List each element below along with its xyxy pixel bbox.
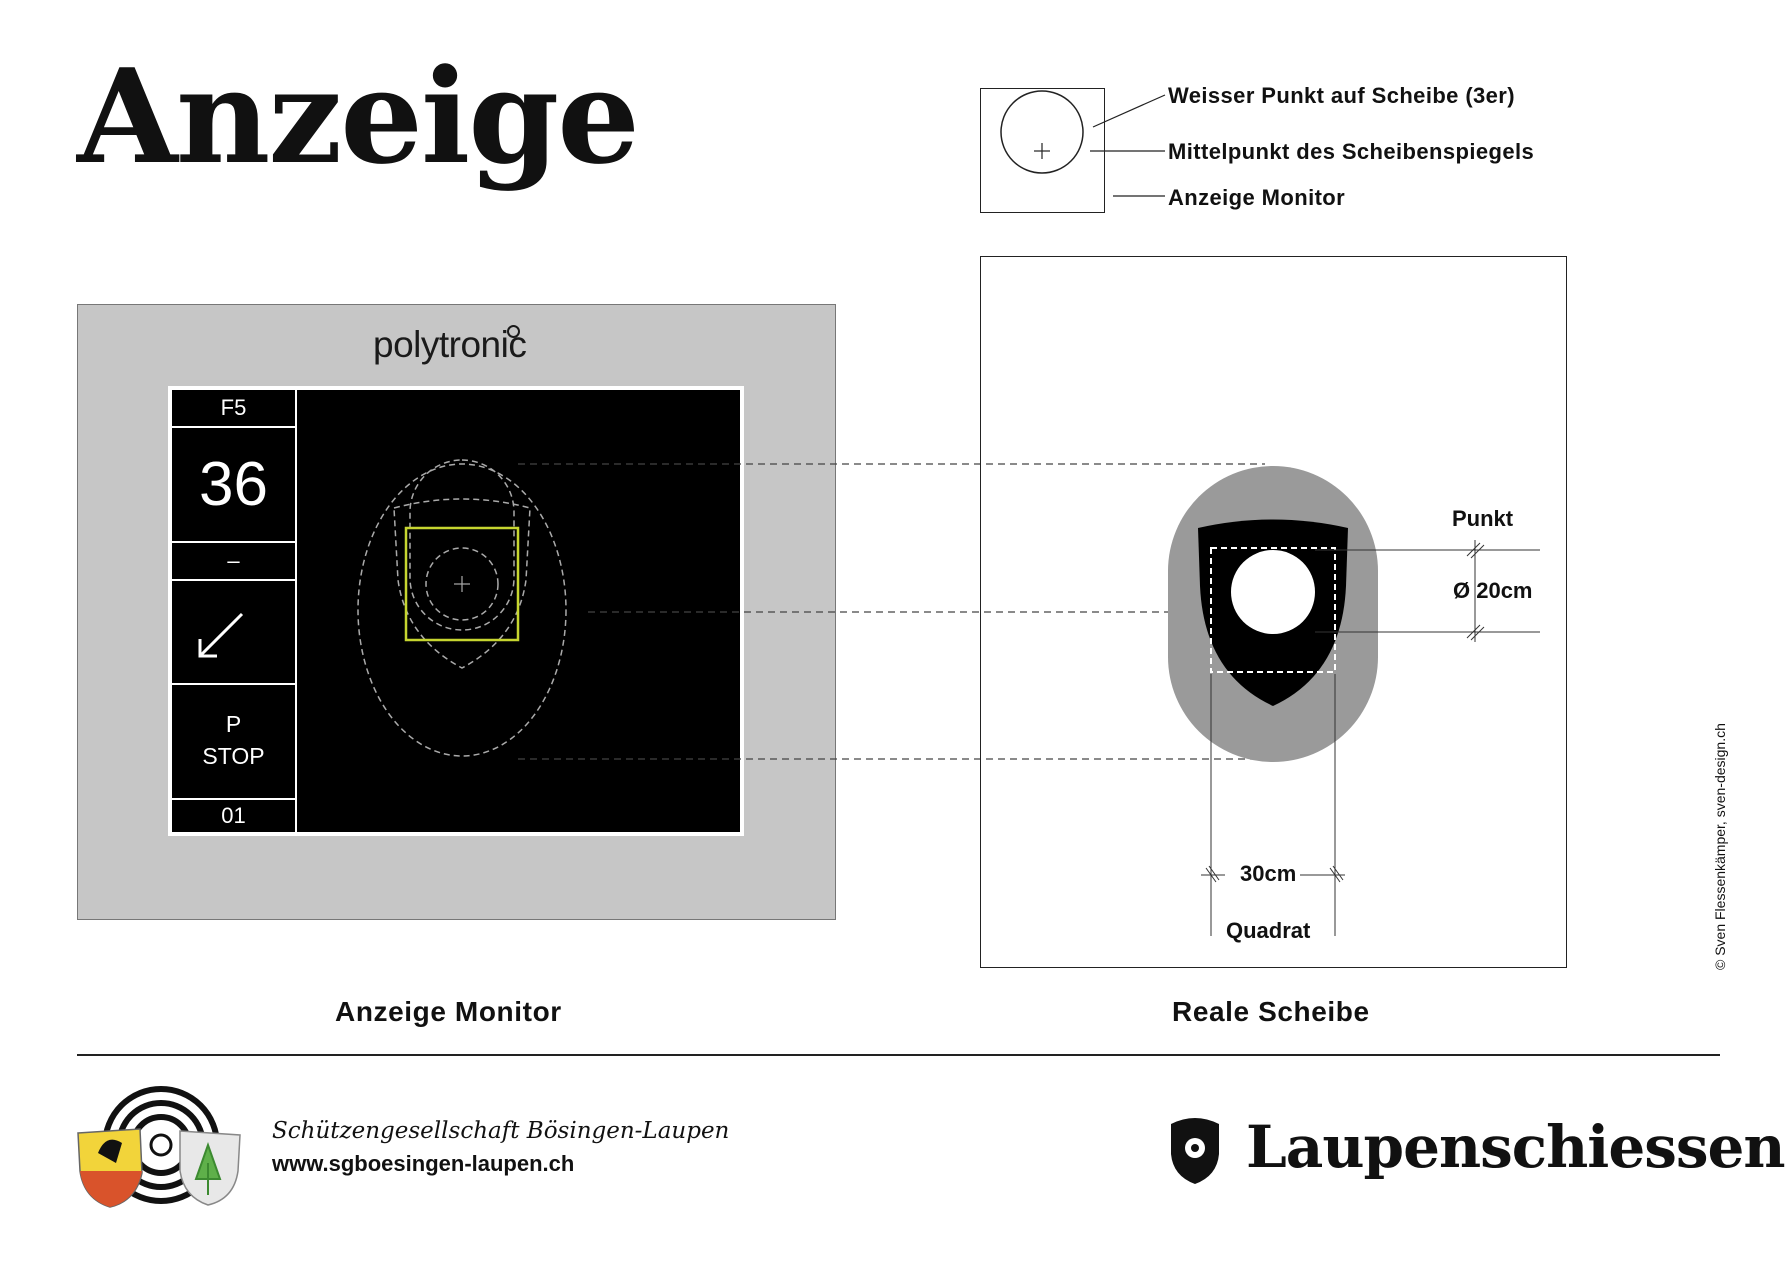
copyright-note: © Sven Flessenkämper, sven-design.ch	[1712, 723, 1728, 970]
diameter-label: Ø 20cm	[1453, 578, 1533, 603]
panel-dash: –	[172, 543, 295, 581]
panel-mode-p: P	[225, 711, 242, 737]
page-title: Anzeige	[77, 40, 638, 193]
legend-item-monitor: Anzeige Monitor	[1168, 185, 1346, 210]
club-url[interactable]: www.sgboesingen-laupen.ch	[272, 1151, 575, 1176]
panel-counter: 01	[221, 803, 246, 828]
monitor-caption: Anzeige Monitor	[335, 996, 562, 1027]
legend-item-white-point: Weisser Punkt auf Scheibe (3er)	[1168, 83, 1515, 108]
panel-mode-stop: STOP	[202, 743, 265, 769]
legend-item-center-point: Mittelpunkt des Scheibenspiegels	[1168, 139, 1535, 164]
panel-series: F5	[172, 390, 295, 428]
white-point	[1231, 550, 1315, 634]
shield-target-icon	[1167, 1114, 1223, 1186]
monitor-brand: polytronic	[373, 324, 527, 365]
club-name: Schützengesellschaft Bösingen-Laupen	[272, 1118, 730, 1144]
club-crest-logo	[76, 1083, 246, 1213]
target-caption: Reale Scheibe	[1172, 996, 1370, 1027]
quadrat-label: Quadrat	[1226, 918, 1311, 943]
punkt-label: Punkt	[1452, 506, 1514, 531]
footer-divider	[77, 1054, 1720, 1056]
panel-score: 36	[172, 428, 295, 543]
width-label: 30cm	[1240, 861, 1297, 886]
event-name: Laupenschiessen	[1246, 1113, 1785, 1181]
